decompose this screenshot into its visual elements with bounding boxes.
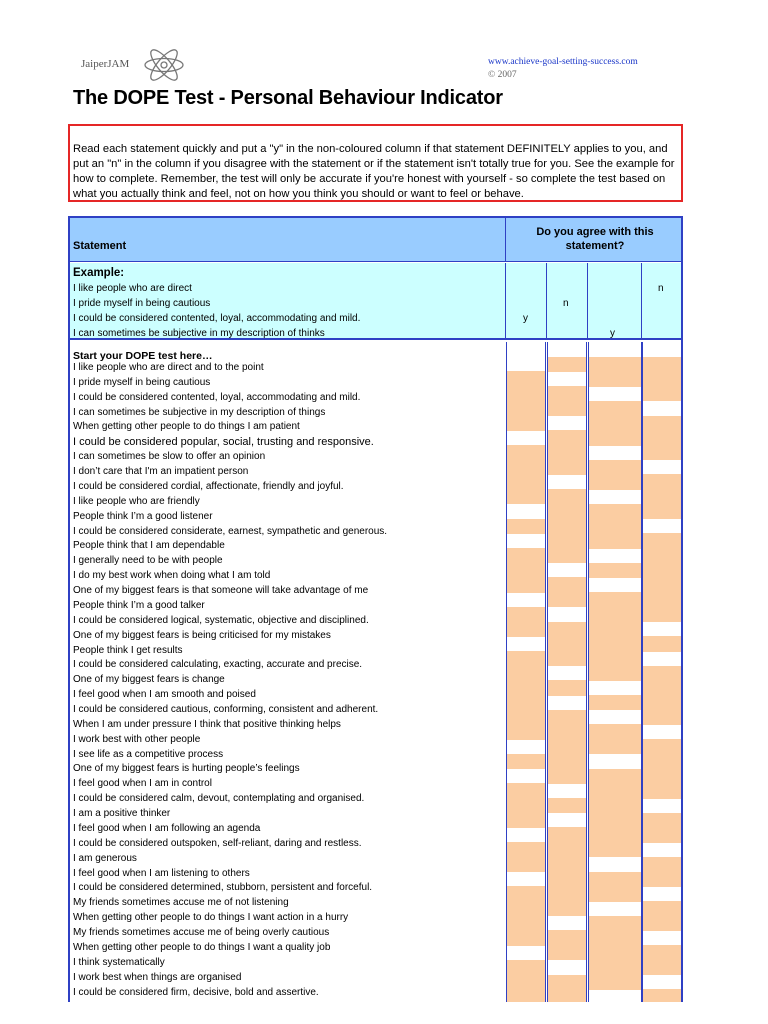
shaded-cell: [548, 445, 586, 460]
shaded-cell: [589, 798, 641, 813]
statement-row: I am generous: [73, 852, 137, 864]
shaded-cell: [548, 489, 586, 504]
statement-row: I generally need to be with people: [73, 555, 223, 567]
shaded-cell: [643, 827, 681, 842]
shaded-cell: [589, 886, 641, 901]
shaded-cell: [589, 769, 641, 784]
page-title: The DOPE Test - Personal Behaviour Indicator: [73, 87, 503, 109]
shaded-cell: [589, 724, 641, 739]
example-col-divider: [587, 263, 588, 338]
shaded-cell: [507, 651, 545, 666]
shaded-cell: [507, 622, 545, 637]
shaded-cell: [507, 563, 545, 578]
shaded-cell: [589, 842, 641, 857]
shaded-cell: [643, 416, 681, 431]
shaded-cell: [643, 357, 681, 372]
statement-row: I could be considered calm, devout, contemplating and organised.: [73, 793, 365, 805]
shaded-cell: [507, 680, 545, 695]
shaded-cell: [548, 930, 586, 945]
shaded-cell: [643, 636, 681, 651]
shaded-cell: [589, 872, 641, 887]
shaded-cell: [589, 916, 641, 931]
shaded-cell: [548, 401, 586, 416]
shaded-cell: [548, 533, 586, 548]
shaded-cell: [548, 754, 586, 769]
shaded-cell: [507, 754, 545, 769]
answer-column-4[interactable]: [642, 342, 682, 1002]
shaded-cell: [589, 813, 641, 828]
shaded-cell: [589, 401, 641, 416]
statement-row: When getting other people to do things I am patient: [73, 421, 300, 433]
example-answer: y: [523, 313, 528, 324]
shaded-cell: [589, 474, 641, 489]
shaded-cell: [507, 975, 545, 990]
table-header: [70, 218, 681, 262]
statement-row: People think that I am dependable: [73, 540, 225, 552]
shaded-cell: [507, 548, 545, 563]
example-row: I like people who are direct: [73, 283, 192, 294]
shaded-cell: [643, 548, 681, 563]
statement-row: I could be considered firm, decisive, bold and assertive.: [73, 986, 319, 998]
example-col-divider: [505, 263, 506, 338]
shaded-cell: [548, 975, 586, 990]
example-row: I pride myself in being cautious: [73, 298, 211, 309]
header-divider: [505, 218, 506, 262]
shaded-cell: [548, 901, 586, 916]
example-answer: n: [563, 298, 569, 309]
shaded-cell: [643, 474, 681, 489]
example-row: I could be considered contented, loyal, accommodating and mild.: [73, 313, 361, 324]
example-answer: y: [610, 328, 615, 339]
shaded-cell: [548, 430, 586, 445]
shaded-cell: [589, 460, 641, 475]
statement-row: One of my biggest fears is hurting people’s feelings: [73, 763, 300, 775]
example-row: I can sometimes be subjective in my description of thinks: [73, 328, 325, 339]
shaded-cell: [589, 739, 641, 754]
statement-row: I like people who are direct and to the point: [73, 362, 264, 373]
statement-row: When I am under pressure I think that positive thinking helps: [73, 718, 341, 730]
shaded-cell: [589, 519, 641, 534]
shaded-cell: [643, 430, 681, 445]
shaded-cell: [643, 872, 681, 887]
shaded-cell: [643, 945, 681, 960]
shaded-cell: [548, 945, 586, 960]
statement-row: When getting other people to do things I want action in a hurry: [73, 912, 349, 924]
example-heading: Example:: [73, 267, 125, 279]
shaded-cell: [548, 592, 586, 607]
shaded-cell: [507, 783, 545, 798]
shaded-cell: [589, 607, 641, 622]
shaded-cell: [589, 371, 641, 386]
shaded-cell: [589, 930, 641, 945]
shaded-cell: [643, 680, 681, 695]
shaded-cell: [548, 622, 586, 637]
shaded-cell: [589, 975, 641, 990]
shaded-cell: [507, 460, 545, 475]
website-link[interactable]: www.achieve-goal-setting-success.com: [488, 57, 638, 67]
answer-column-3[interactable]: [588, 342, 642, 1002]
shaded-cell: [507, 724, 545, 739]
shaded-cell: [643, 504, 681, 519]
statement-row: I do my best work when doing what I am told: [73, 570, 271, 582]
shaded-cell: [548, 710, 586, 725]
shaded-cell: [589, 651, 641, 666]
shaded-cell: [643, 739, 681, 754]
statement-row: When getting other people to do things I want a quality job: [73, 941, 331, 953]
shaded-cell: [589, 960, 641, 975]
shaded-cell: [507, 916, 545, 931]
instructions-box: Read each statement quickly and put a "y" in the non-coloured column if that statement DEFINITELY applies to you, and put an "n" in the column if you disagree with the statement or if the statement isn't totally true for you. See the example for how to complete. Remember, the test will only be accurate if you're honest with yourself - so complete the test based on what you actually think and feel, not on how you think you should or want to feel or behave.: [68, 124, 683, 202]
example-col-divider: [546, 263, 547, 338]
shaded-cell: [548, 872, 586, 887]
shaded-cell: [589, 636, 641, 651]
example-col-divider: [641, 263, 642, 338]
statement-row: I can sometimes be slow to offer an opinion: [73, 451, 266, 463]
shaded-cell: [548, 386, 586, 401]
shaded-cell: [507, 886, 545, 901]
statement-row: I feel good when I am smooth and poised: [73, 689, 256, 701]
dope-test-table: [68, 216, 683, 1002]
statement-row: My friends sometimes accuse me of not listening: [73, 897, 289, 909]
agree-column-header: Do you agree with this statement?: [536, 226, 654, 252]
statement-row: I pride myself in being cautious: [73, 376, 211, 388]
statement-row: I like people who are friendly: [73, 495, 200, 507]
shaded-cell: [643, 592, 681, 607]
shaded-cell: [643, 371, 681, 386]
shaded-cell: [589, 592, 641, 607]
statement-row: I could be considered contented, loyal, accommodating and mild.: [73, 391, 361, 403]
shaded-cell: [507, 519, 545, 534]
shaded-cell: [589, 416, 641, 431]
shaded-cell: [589, 666, 641, 681]
statement-row: I could be considered popular, social, trusting and responsive.: [73, 436, 374, 449]
statement-row: I feel good when I am listening to others: [73, 867, 250, 879]
shaded-cell: [507, 710, 545, 725]
shaded-cell: [643, 813, 681, 828]
statement-row: I think systematically: [73, 956, 165, 968]
shaded-cell: [507, 489, 545, 504]
statement-row: I could be considered cordial, affectionate, friendly and joyful.: [73, 480, 344, 492]
shaded-cell: [548, 739, 586, 754]
shaded-cell: [643, 666, 681, 681]
shaded-cell: [548, 827, 586, 842]
shaded-cell: [548, 577, 586, 592]
shaded-cell: [643, 563, 681, 578]
shaded-cell: [643, 916, 681, 931]
statement-row: I feel good when I am following an agenda: [73, 822, 261, 834]
shaded-cell: [548, 842, 586, 857]
shaded-cell: [643, 857, 681, 872]
shaded-cell: [507, 842, 545, 857]
shaded-cell: [643, 489, 681, 504]
shaded-cell: [589, 827, 641, 842]
shaded-cell: [548, 519, 586, 534]
shaded-cell: [643, 901, 681, 916]
shaded-cell: [589, 622, 641, 637]
shaded-cell: [548, 989, 586, 1002]
shaded-cell: [589, 357, 641, 372]
statement-row: My friends sometimes accuse me of being overly cautious: [73, 927, 330, 939]
shaded-cell: [548, 548, 586, 563]
statement-row: People think I get results: [73, 644, 183, 656]
statement-row: I can sometimes be subjective in my description of things: [73, 406, 326, 418]
shaded-cell: [507, 666, 545, 681]
shaded-cell: [507, 798, 545, 813]
statement-row: I could be considered considerate, earnest, sympathetic and generous.: [73, 525, 388, 537]
statement-row: I could be considered determined, stubborn, persistent and forceful.: [73, 882, 373, 894]
shaded-cell: [548, 680, 586, 695]
statement-row: I could be considered calculating, exacting, accurate and precise.: [73, 659, 363, 671]
shaded-cell: [643, 445, 681, 460]
answer-column-2[interactable]: [547, 342, 587, 1002]
shaded-cell: [643, 386, 681, 401]
copyright: © 2007: [488, 70, 517, 80]
shaded-cell: [507, 695, 545, 710]
shaded-cell: [507, 813, 545, 828]
shaded-cell: [507, 371, 545, 386]
statement-row: I feel good when I am in control: [73, 778, 212, 790]
shaded-cell: [507, 857, 545, 872]
example-section: [70, 263, 681, 340]
shaded-cell: [589, 783, 641, 798]
shaded-cell: [589, 430, 641, 445]
statement-row: I work best with other people: [73, 733, 201, 745]
atom-logo-icon: [143, 48, 185, 82]
shaded-cell: [643, 695, 681, 710]
shaded-cell: [643, 710, 681, 725]
example-answer: n: [658, 283, 664, 294]
shaded-cell: [507, 930, 545, 945]
shaded-cell: [643, 577, 681, 592]
shaded-cell: [507, 416, 545, 431]
shaded-cell: [507, 474, 545, 489]
shaded-cell: [643, 533, 681, 548]
statement-row: I see life as a competitive process: [73, 748, 224, 760]
statement-row: I could be considered logical, systematic, objective and disciplined.: [73, 614, 369, 626]
statement-row: One of my biggest fears is being criticised for my mistakes: [73, 629, 331, 641]
statement-row: I am a positive thinker: [73, 808, 171, 820]
answer-column-1[interactable]: [506, 342, 546, 1002]
shaded-cell: [589, 533, 641, 548]
shaded-cell: [548, 357, 586, 372]
shaded-cell: [643, 607, 681, 622]
shaded-cell: [548, 504, 586, 519]
shaded-cell: [507, 607, 545, 622]
shaded-cell: [548, 724, 586, 739]
statement-row: One of my biggest fears is that someone will take advantage of me: [73, 585, 369, 597]
shaded-cell: [507, 901, 545, 916]
shaded-cell: [507, 989, 545, 1002]
shaded-cell: [643, 783, 681, 798]
shaded-cell: [548, 798, 586, 813]
statement-column-header: Statement: [73, 240, 127, 252]
shaded-cell: [643, 769, 681, 784]
shaded-cell: [507, 401, 545, 416]
shaded-cell: [548, 769, 586, 784]
start-heading: Start your DOPE test here…: [73, 350, 213, 362]
shaded-cell: [589, 695, 641, 710]
statement-row: People think I’m a good talker: [73, 599, 205, 611]
shaded-cell: [507, 386, 545, 401]
statement-row: I work best when things are organised: [73, 971, 242, 983]
shaded-cell: [589, 945, 641, 960]
statement-row: One of my biggest fears is change: [73, 674, 225, 686]
brand-name: JaiperJAM: [81, 58, 130, 70]
shaded-cell: [507, 445, 545, 460]
statement-row: I don’t care that I'm an impatient person: [73, 466, 249, 478]
shaded-cell: [548, 857, 586, 872]
shaded-cell: [548, 636, 586, 651]
statement-row: People think I’m a good listener: [73, 510, 213, 522]
shaded-cell: [643, 754, 681, 769]
shaded-cell: [548, 651, 586, 666]
shaded-cell: [589, 563, 641, 578]
shaded-cell: [589, 504, 641, 519]
shaded-cell: [643, 960, 681, 975]
shaded-cell: [507, 960, 545, 975]
shaded-cell: [643, 989, 681, 1002]
shaded-cell: [548, 460, 586, 475]
statement-row: I could be considered outspoken, self-reliant, daring and restless.: [73, 837, 362, 849]
statement-row: I could be considered cautious, conforming, consistent and adherent.: [73, 704, 379, 715]
shaded-cell: [507, 577, 545, 592]
shaded-cell: [548, 886, 586, 901]
